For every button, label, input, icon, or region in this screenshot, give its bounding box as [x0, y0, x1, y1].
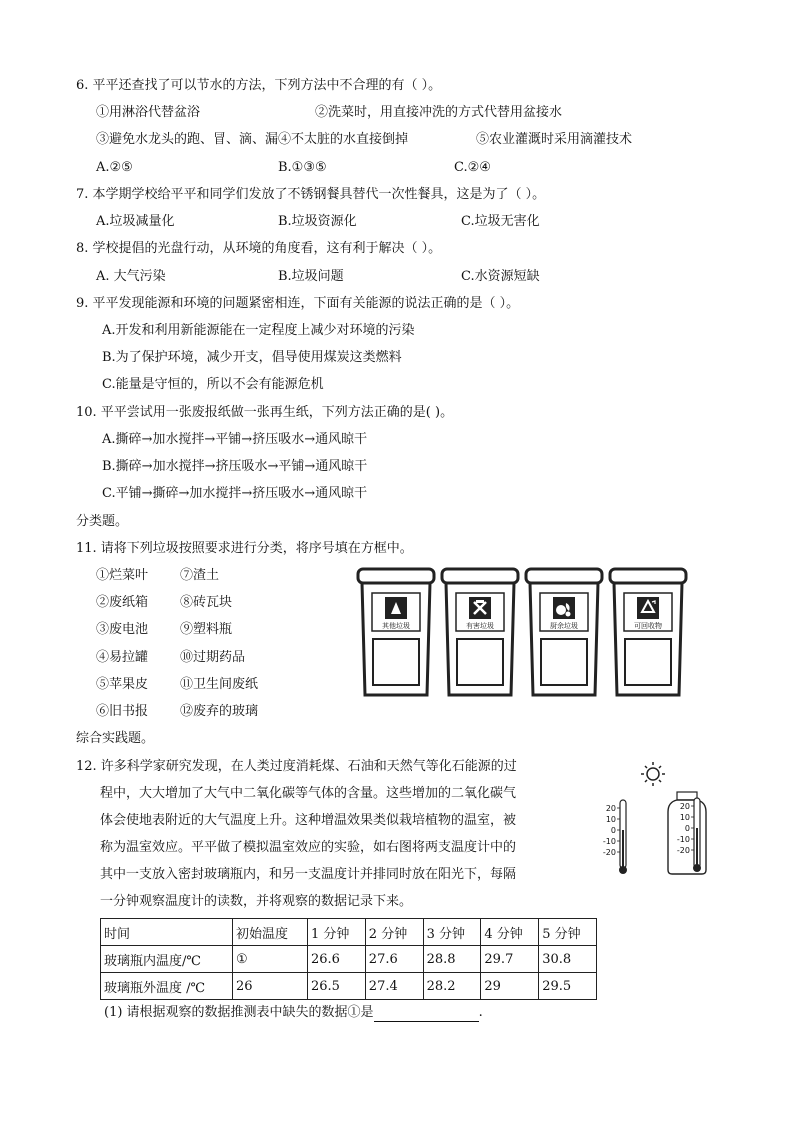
bin-answer-box[interactable]	[541, 639, 587, 685]
q12-paragraph-line: 一分钟观察温度计的读数，并将观察的数据记录下来。	[100, 894, 413, 909]
tick-label: -10	[676, 835, 690, 844]
table-cell: 玻璃瓶外温度 /℃	[101, 973, 233, 1000]
recyclable-icon	[637, 597, 659, 619]
q9-option-c[interactable]: C.能量是守恒的，所以不会有能源危机	[102, 377, 324, 392]
q10-option-b[interactable]: B.撕碎→加水搅拌→挤压吸水→平铺→通风晾干	[102, 459, 368, 474]
q11-item: ⑩过期药品	[180, 650, 246, 665]
bin-answer-box[interactable]	[625, 639, 671, 685]
q6-item-5: ⑤农业灌溉时采用滴灌技术	[476, 132, 633, 147]
table-cell: 29.7	[481, 946, 539, 973]
q11-item: ⑪卫生间废纸	[180, 677, 259, 692]
q11-stem: 11. 请将下列垃圾按照要求进行分类，将序号填在方框中。	[76, 541, 413, 556]
q8-option-a[interactable]: A. 大气污染	[96, 269, 166, 284]
q6-item-2: ②洗菜时，用直接冲洗的方式代替用盆接水	[315, 105, 563, 120]
q10-stem: 10. 平平尝试用一张废报纸做一张再生纸，下列方法正确的是( )。	[76, 405, 454, 420]
q11-item: ①烂菜叶	[96, 568, 149, 583]
q6-item-1: ①用淋浴代替盆浴	[96, 105, 201, 120]
tick-label: 0	[684, 824, 690, 833]
sealed-jar-icon	[668, 792, 706, 874]
answer-blank[interactable]	[374, 1007, 479, 1022]
table-header-cell: 4 分钟	[481, 919, 539, 946]
q6-item-3-4: ③避免水龙头的跑、冒、滴、漏④不太脏的水直接倒掉	[96, 132, 409, 147]
temperature-table	[100, 918, 597, 1000]
q6-option-b[interactable]: B.①③⑤	[278, 160, 327, 175]
bin-label: 有害垃圾	[466, 622, 494, 630]
sun-icon	[641, 762, 665, 786]
q11-item: ⑥旧书报	[96, 704, 149, 719]
q11-item: ⑫废弃的玻璃	[180, 704, 259, 719]
greenhouse-experiment-figure	[598, 758, 728, 882]
table-cell: 26.6	[308, 946, 366, 973]
q7-option-c[interactable]: C.垃圾无害化	[461, 214, 540, 229]
bin-label: 可回收物	[634, 622, 662, 630]
q11-item: ⑧砖瓦块	[180, 595, 233, 610]
q7-option-a[interactable]: A.垃圾减量化	[96, 214, 175, 229]
bin-hazardous-waste	[440, 567, 520, 699]
q8-stem: 8. 学校提倡的光盘行动，从环境的角度看，这有利于解决（ ）。	[76, 241, 442, 256]
tick-label: 20	[679, 802, 690, 811]
table-cell: 28.8	[423, 946, 481, 973]
q9-option-a[interactable]: A.开发和利用新能源能在一定程度上减少对环境的污染	[102, 323, 415, 338]
tick-label: -20	[602, 848, 616, 857]
q8-option-b[interactable]: B.垃圾问题	[278, 269, 344, 284]
q7-option-b[interactable]: B.垃圾资源化	[278, 214, 357, 229]
q9-option-b[interactable]: B.为了保护环境，减少开支，倡导使用煤炭这类燃料	[102, 350, 402, 365]
q12-paragraph-line: 体会使地表附近的大气温度上升。这种增温效果类似栽培植物的温室，被	[100, 813, 517, 828]
table-header-cell: 初始温度	[233, 919, 308, 946]
table-header-cell: 2 分钟	[365, 919, 423, 946]
other-waste-icon	[385, 597, 407, 619]
q8-option-c[interactable]: C.水资源短缺	[461, 269, 540, 284]
q11-item: ⑨塑料瓶	[180, 622, 233, 637]
tick-label: -20	[676, 846, 690, 855]
table-header-cell: 3 分钟	[423, 919, 481, 946]
table-header-cell: 时间	[101, 919, 233, 946]
table-header-cell: 5 分钟	[539, 919, 597, 946]
q6-option-a[interactable]: A.②⑤	[96, 160, 133, 175]
tick-label: 0	[610, 826, 616, 835]
table-cell: 28.2	[423, 973, 481, 1000]
q11-item: ⑤苹果皮	[96, 677, 149, 692]
q12-paragraph-line: 程中，大大增加了大气中二氧化碳等气体的含量。这些增加的二氧化碳气	[100, 786, 517, 801]
q9-stem: 9. 平平发现能源和环境的问题紧密相连，下面有关能源的说法正确的是（ ）。	[76, 296, 520, 311]
table-cell: 29	[481, 973, 539, 1000]
bin-recyclable	[608, 567, 688, 699]
table-cell-missing[interactable]: ①	[233, 946, 308, 973]
q12-paragraph-line: 称为温室效应。平平做了模拟温室效应的实验，如右图将两支温度计中的	[100, 840, 517, 855]
section-classify-heading: 分类题。	[76, 514, 129, 529]
tick-label: 10	[605, 815, 616, 824]
table-cell: 30.8	[539, 946, 597, 973]
table-cell: 29.5	[539, 973, 597, 1000]
q6-stem: 6. 平平还查找了可以节水的方法，下列方法中不合理的有（ ）。	[76, 78, 442, 93]
q12-sub1-text: (1) 请根据观察的数据推测表中缺失的数据①是	[104, 1005, 374, 1020]
q7-stem: 7. 本学期学校给平平和同学们发放了不锈钢餐具替代一次性餐具，这是为了（ ）。	[76, 187, 546, 202]
q12-paragraph-line: 12. 许多科学家研究发现，在人类过度消耗煤、石油和天然气等化石能源的过	[76, 759, 517, 774]
table-row	[101, 973, 597, 1000]
tick-label: 10	[679, 813, 690, 822]
bin-kitchen-waste	[524, 567, 604, 699]
table-header-row	[101, 919, 597, 946]
bin-label: 其他垃圾	[382, 622, 410, 630]
q12-paragraph-line: 其中一支放入密封玻璃瓶内，和另一支温度计并排同时放在阳光下，每隔	[100, 867, 517, 882]
bin-other-waste	[356, 567, 436, 699]
bin-answer-box[interactable]	[373, 639, 419, 685]
q11-item: ③废电池	[96, 622, 149, 637]
bin-answer-box[interactable]	[457, 639, 503, 685]
q10-option-c[interactable]: C.平铺→撕碎→加水搅拌→挤压吸水→通风晾干	[102, 486, 368, 501]
table-cell: 27.4	[365, 973, 423, 1000]
tick-label: -10	[602, 837, 616, 846]
hazardous-waste-icon	[469, 597, 491, 619]
table-cell: 26	[233, 973, 308, 1000]
table-header-cell: 1 分钟	[308, 919, 366, 946]
kitchen-waste-icon	[553, 597, 575, 619]
q11-item: ②废纸箱	[96, 595, 149, 610]
q12-subquestion-1	[104, 1004, 483, 1022]
bin-label: 厨余垃圾	[550, 622, 578, 630]
thermometer-icon	[603, 800, 627, 874]
q6-option-c[interactable]: C.②④	[454, 160, 491, 175]
q10-option-a[interactable]: A.撕碎→加水搅拌→平铺→挤压吸水→通风晾干	[102, 432, 368, 447]
table-cell: 26.5	[308, 973, 366, 1000]
q11-item: ④易拉罐	[96, 650, 149, 665]
q12-sub1-end: .	[478, 1005, 483, 1020]
tick-label: 20	[605, 804, 616, 813]
q11-item: ⑦渣土	[180, 568, 220, 583]
table-row	[101, 946, 597, 973]
section-practice-heading: 综合实践题。	[76, 731, 155, 746]
table-cell: 27.6	[365, 946, 423, 973]
table-cell: 玻璃瓶内温度/℃	[101, 946, 233, 973]
